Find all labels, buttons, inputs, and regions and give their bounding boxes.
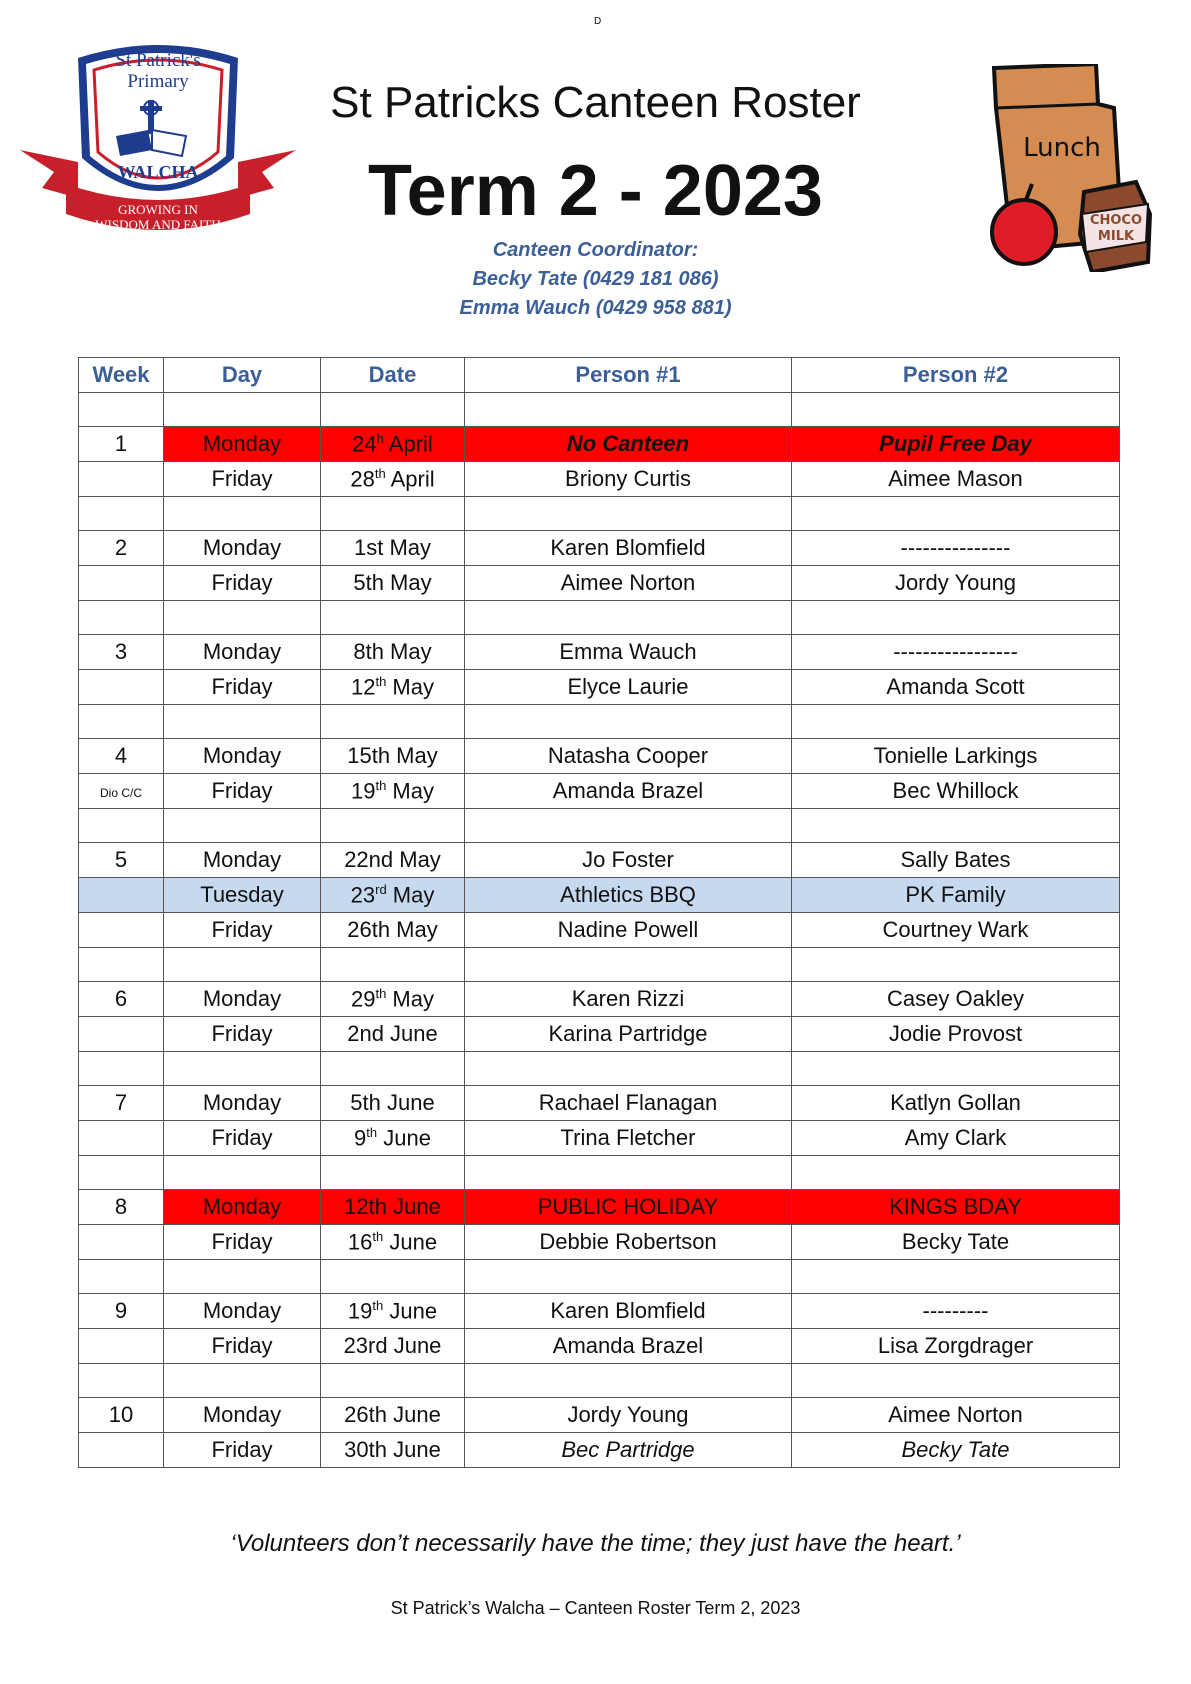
week-value: 6: [114, 986, 128, 1011]
day-cell: Tuesday: [164, 878, 321, 913]
date-main: 22nd May: [344, 847, 441, 872]
empty-cell: [321, 497, 465, 531]
empty-cell: [79, 1156, 164, 1190]
week-cell: [79, 1121, 164, 1156]
empty-cell: [465, 1052, 792, 1086]
roster-body: [79, 393, 1120, 1468]
date-suffix: th: [374, 466, 386, 482]
crest-place: WALCHA: [117, 162, 199, 182]
table-row: [79, 1329, 1120, 1364]
week-wrap: [79, 849, 163, 871]
empty-cell: [321, 948, 465, 982]
person-1-cell: Athletics BBQ: [465, 878, 792, 913]
empty-cell: [79, 601, 164, 635]
date-main: 23: [350, 882, 376, 908]
week-value: 5: [114, 847, 128, 872]
date-main: 5th June: [350, 1090, 435, 1115]
person-1-cell: PUBLIC HOLIDAY: [465, 1190, 792, 1225]
date-main: 15th May: [347, 743, 438, 768]
empty-cell: [164, 1156, 321, 1190]
table-row: [79, 878, 1120, 913]
empty-cell: [79, 1364, 164, 1398]
day-cell: Friday: [164, 566, 321, 601]
person-1-cell: Karina Partridge: [465, 1017, 792, 1052]
table-row: [79, 566, 1120, 601]
day-cell: Friday: [164, 1017, 321, 1052]
date-main: 28: [350, 466, 375, 492]
week-cell: [79, 1017, 164, 1052]
date-main: 1st May: [353, 535, 432, 560]
empty-cell: [321, 1052, 465, 1086]
date-cell: [321, 1398, 465, 1433]
person-1-cell: Bec Partridge: [465, 1433, 792, 1468]
person-1-cell: No Canteen: [465, 427, 792, 462]
date-cell: [321, 982, 465, 1017]
empty-cell: [465, 1260, 792, 1294]
empty-cell: [792, 1156, 1120, 1190]
table-row: [79, 913, 1120, 948]
spacer-row: [79, 809, 1120, 843]
empty-cell: [164, 1052, 321, 1086]
date-month: May: [386, 882, 435, 908]
crest-name-line1: St Patrick's: [115, 50, 201, 71]
date-main: 19: [350, 778, 376, 804]
header-week: Week: [79, 358, 164, 393]
week-note: Dio C/C: [99, 786, 142, 800]
person-1-cell: Rachael Flanagan: [465, 1086, 792, 1121]
week-cell: [79, 1225, 164, 1260]
day-cell: Monday: [164, 531, 321, 566]
header-date: Date: [321, 358, 465, 393]
table-row: [79, 427, 1120, 462]
spacer-row: [79, 393, 1120, 427]
empty-cell: [164, 497, 321, 531]
person-2-cell: PK Family: [792, 878, 1120, 913]
date-main: 23rd June: [343, 1333, 442, 1358]
week-wrap: [79, 433, 163, 455]
header-day: Day: [164, 358, 321, 393]
table-row: [79, 531, 1120, 566]
day-cell: Friday: [164, 462, 321, 497]
date-main: 30th June: [344, 1437, 441, 1462]
person-2-cell: Sally Bates: [792, 843, 1120, 878]
day-cell: Friday: [164, 1121, 321, 1156]
week-wrap: [79, 745, 163, 767]
week-wrap: [79, 1300, 163, 1322]
person-2-cell: Jordy Young: [792, 566, 1120, 601]
day-cell: Friday: [164, 1329, 321, 1364]
person-2-cell: Aimee Mason: [792, 462, 1120, 497]
table-row: [79, 982, 1120, 1017]
page-marker: D: [594, 16, 602, 27]
empty-cell: [79, 1260, 164, 1294]
week-cell: [79, 843, 164, 878]
week-value: 1: [114, 431, 128, 456]
table-row: [79, 774, 1120, 809]
person-1-cell: Amanda Brazel: [465, 774, 792, 809]
person-2-cell: Pupil Free Day: [792, 427, 1120, 462]
table-row: [79, 635, 1120, 670]
table-row: [79, 670, 1120, 705]
empty-cell: [321, 705, 465, 739]
day-cell: Friday: [164, 1433, 321, 1468]
spacer-row: [79, 705, 1120, 739]
week-value: 3: [114, 639, 128, 664]
person-2-cell: Katlyn Gollan: [792, 1086, 1120, 1121]
day-cell: Monday: [164, 843, 321, 878]
date-cell: [321, 531, 465, 566]
week-wrap: [79, 1196, 163, 1218]
date-cell: [321, 1121, 465, 1156]
person-2-cell: Becky Tate: [792, 1433, 1120, 1468]
header-person-2: Person #2: [792, 358, 1120, 393]
date-month: May: [386, 986, 434, 1012]
empty-cell: [164, 1260, 321, 1294]
date-main: 2nd June: [347, 1021, 438, 1046]
empty-cell: [465, 705, 792, 739]
date-main: 24: [352, 431, 377, 457]
day-cell: Friday: [164, 774, 321, 809]
table-row: [79, 1225, 1120, 1260]
week-cell: [79, 462, 164, 497]
date-cell: [321, 843, 465, 878]
person-2-cell: Lisa Zorgdrager: [792, 1329, 1120, 1364]
empty-cell: [792, 948, 1120, 982]
roster-table: [78, 357, 1120, 1468]
day-cell: Monday: [164, 635, 321, 670]
empty-cell: [79, 809, 164, 843]
date-suffix: th: [375, 778, 387, 794]
person-1-cell: Emma Wauch: [465, 635, 792, 670]
person-1-cell: Briony Curtis: [465, 462, 792, 497]
empty-cell: [164, 705, 321, 739]
empty-cell: [465, 393, 792, 427]
date-cell: [321, 566, 465, 601]
date-main: 8th May: [353, 639, 432, 664]
volunteer-quote: ‘Volunteers don’t necessarily have the time; they just have the heart.’: [230, 1530, 961, 1557]
header-person-1: Person #1: [465, 358, 792, 393]
date-month: April: [383, 431, 433, 457]
week-cell: [79, 1433, 164, 1468]
empty-cell: [79, 393, 164, 427]
date-month: April: [385, 466, 435, 492]
date-cell: [321, 913, 465, 948]
week-cell: [79, 635, 164, 670]
date-cell: [321, 1329, 465, 1364]
week-cell: [79, 913, 164, 948]
week-cell: [79, 1329, 164, 1364]
date-suffix: th: [375, 986, 387, 1002]
empty-cell: [79, 705, 164, 739]
empty-cell: [465, 601, 792, 635]
person-2-cell: Courtney Wark: [792, 913, 1120, 948]
date-suffix: th: [372, 1229, 384, 1245]
week-cell: [79, 1190, 164, 1225]
person-2-cell: Aimee Norton: [792, 1398, 1120, 1433]
table-row: [79, 1017, 1120, 1052]
week-wrap: [79, 537, 163, 559]
coordinator-label: Canteen Coordinator:: [492, 239, 699, 261]
table-row: [79, 1190, 1120, 1225]
week-value: 10: [108, 1402, 134, 1427]
table-row: [79, 739, 1120, 774]
empty-cell: [164, 809, 321, 843]
person-2-cell: Becky Tate: [792, 1225, 1120, 1260]
week-value: 8: [114, 1194, 128, 1219]
table-row: [79, 1086, 1120, 1121]
empty-cell: [321, 1156, 465, 1190]
week-value: 9: [114, 1298, 128, 1323]
empty-cell: [164, 948, 321, 982]
week-cell: [79, 1086, 164, 1121]
empty-cell: [321, 393, 465, 427]
date-suffix: rd: [375, 882, 387, 898]
spacer-row: [79, 1260, 1120, 1294]
day-cell: Friday: [164, 670, 321, 705]
day-cell: Friday: [164, 913, 321, 948]
date-cell: [321, 670, 465, 705]
person-2-cell: Bec Whillock: [792, 774, 1120, 809]
date-cell: [321, 878, 465, 913]
date-month: June: [383, 1298, 438, 1324]
day-cell: Friday: [164, 1225, 321, 1260]
date-cell: [321, 1225, 465, 1260]
date-suffix: th: [366, 1125, 378, 1141]
crest-name-line2: Primary: [127, 71, 189, 92]
empty-cell: [792, 497, 1120, 531]
person-1-cell: Debbie Robertson: [465, 1225, 792, 1260]
person-1-cell: Karen Blomfield: [465, 531, 792, 566]
person-1-cell: Karen Rizzi: [465, 982, 792, 1017]
week-value: 4: [114, 743, 128, 768]
week-wrap: [79, 1092, 163, 1114]
date-main: 26th May: [347, 917, 438, 942]
empty-cell: [465, 809, 792, 843]
date-cell: [321, 462, 465, 497]
week-cell: [79, 566, 164, 601]
empty-cell: [321, 1260, 465, 1294]
empty-cell: [792, 601, 1120, 635]
person-2-cell: Amanda Scott: [792, 670, 1120, 705]
date-cell: [321, 739, 465, 774]
person-2-cell: KINGS BDAY: [792, 1190, 1120, 1225]
date-cell: [321, 1190, 465, 1225]
day-cell: Monday: [164, 427, 321, 462]
empty-cell: [465, 497, 792, 531]
day-cell: Monday: [164, 1294, 321, 1329]
person-2-cell: ---------: [792, 1294, 1120, 1329]
person-2-cell: Tonielle Larkings: [792, 739, 1120, 774]
empty-cell: [465, 1364, 792, 1398]
coordinator-line-1: Becky Tate (0429 181 086): [472, 268, 719, 290]
empty-cell: [792, 809, 1120, 843]
crest-motto-line1: GROWING IN: [118, 202, 198, 217]
date-month: May: [386, 674, 434, 700]
person-1-cell: Karen Blomfield: [465, 1294, 792, 1329]
spacer-row: [79, 948, 1120, 982]
date-month: June: [377, 1125, 431, 1151]
week-cell: [79, 531, 164, 566]
empty-cell: [321, 1364, 465, 1398]
person-1-cell: Nadine Powell: [465, 913, 792, 948]
week-cell: [79, 739, 164, 774]
person-1-cell: Aimee Norton: [465, 566, 792, 601]
week-cell: [79, 878, 164, 913]
empty-cell: [792, 1052, 1120, 1086]
empty-cell: [164, 393, 321, 427]
table-row: [79, 1294, 1120, 1329]
date-suffix: h: [376, 431, 384, 447]
page-title: St Patricks Canteen Roster: [330, 78, 861, 127]
date-cell: [321, 1433, 465, 1468]
date-month: June: [383, 1229, 438, 1255]
person-1-cell: Trina Fletcher: [465, 1121, 792, 1156]
date-cell: [321, 1017, 465, 1052]
spacer-row: [79, 601, 1120, 635]
empty-cell: [164, 1364, 321, 1398]
day-cell: Monday: [164, 1086, 321, 1121]
day-cell: Monday: [164, 739, 321, 774]
person-1-cell: Jordy Young: [465, 1398, 792, 1433]
date-main: 16: [347, 1229, 373, 1255]
empty-cell: [79, 497, 164, 531]
week-cell: [79, 774, 164, 809]
person-1-cell: Natasha Cooper: [465, 739, 792, 774]
empty-cell: [79, 1052, 164, 1086]
table-row: [79, 843, 1120, 878]
date-suffix: th: [372, 1298, 384, 1314]
table-row: [79, 462, 1120, 497]
empty-cell: [465, 1156, 792, 1190]
date-cell: [321, 1086, 465, 1121]
person-2-cell: Amy Clark: [792, 1121, 1120, 1156]
week-cell: [79, 670, 164, 705]
date-main: 12: [350, 674, 376, 700]
empty-cell: [321, 601, 465, 635]
carton-line1: CHOCO: [1089, 213, 1143, 228]
empty-cell: [792, 1260, 1120, 1294]
day-cell: Monday: [164, 1398, 321, 1433]
date-cell: [321, 1294, 465, 1329]
person-1-cell: Elyce Laurie: [465, 670, 792, 705]
empty-cell: [792, 393, 1120, 427]
person-1-cell: Jo Foster: [465, 843, 792, 878]
empty-cell: [792, 1364, 1120, 1398]
table-row: [79, 1121, 1120, 1156]
empty-cell: [792, 705, 1120, 739]
date-suffix: th: [375, 674, 387, 690]
date-cell: [321, 635, 465, 670]
week-wrap: [79, 641, 163, 663]
week-wrap: [79, 1404, 163, 1426]
bag-text: Lunch: [1023, 133, 1101, 163]
spacer-row: [79, 1052, 1120, 1086]
date-main: 29: [350, 986, 376, 1012]
date-main: 19: [347, 1298, 373, 1324]
date-month: May: [386, 778, 434, 804]
week-cell: [79, 1294, 164, 1329]
term-heading: Term 2 - 2023: [368, 151, 823, 231]
day-cell: Monday: [164, 982, 321, 1017]
table-row: [79, 1433, 1120, 1468]
page-footer: St Patrick’s Walcha – Canteen Roster Term 2, 2023: [390, 1598, 801, 1618]
spacer-row: [79, 1364, 1120, 1398]
empty-cell: [164, 601, 321, 635]
date-main: 9: [354, 1125, 367, 1151]
person-1-cell: Amanda Brazel: [465, 1329, 792, 1364]
empty-cell: [321, 809, 465, 843]
date-cell: [321, 774, 465, 809]
coordinator-line-2: Emma Wauch (0429 958 881): [459, 297, 732, 319]
week-wrap: [79, 988, 163, 1010]
week-value: 2: [114, 535, 128, 560]
table-header-row: [79, 358, 1120, 393]
spacer-row: [79, 497, 1120, 531]
carton-line2: MILK: [1097, 229, 1135, 244]
person-2-cell: Casey Oakley: [792, 982, 1120, 1017]
empty-cell: [79, 948, 164, 982]
date-main: 26th June: [344, 1402, 441, 1427]
week-value: 7: [114, 1090, 128, 1115]
day-cell: Monday: [164, 1190, 321, 1225]
date-cell: [321, 427, 465, 462]
person-2-cell: -----------------: [792, 635, 1120, 670]
person-2-cell: ---------------: [792, 531, 1120, 566]
crest-motto-line2: WISDOM AND FAITH: [95, 217, 221, 232]
coordinator-block: [0, 236, 1191, 323]
empty-cell: [465, 948, 792, 982]
date-main: 12th June: [344, 1194, 441, 1219]
week-cell: [79, 1398, 164, 1433]
spacer-row: [79, 1156, 1120, 1190]
table-row: [79, 1398, 1120, 1433]
person-2-cell: Jodie Provost: [792, 1017, 1120, 1052]
date-main: 5th May: [353, 570, 432, 595]
week-cell: [79, 427, 164, 462]
week-cell: [79, 982, 164, 1017]
